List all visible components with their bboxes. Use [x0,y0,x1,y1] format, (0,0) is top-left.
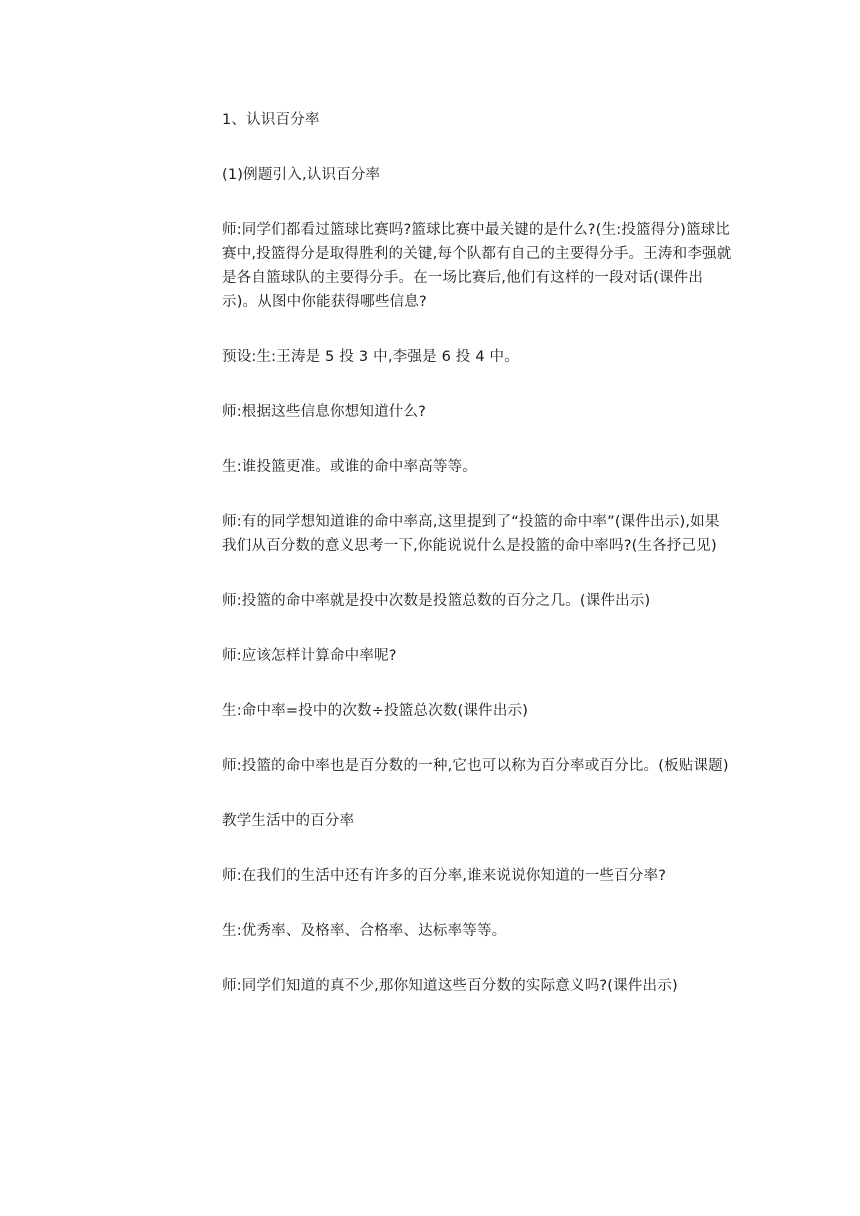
section-heading: 1、认识百分率 [222,112,320,128]
paragraph-how-to-calculate: 师:应该怎样计算命中率呢? [222,648,397,664]
paragraph-student-answer: 生:谁投篮更准。或谁的命中率高等等。 [222,459,477,475]
paragraph-percentage-type: 师:投篮的命中率也是百分数的一种,它也可以称为百分率或百分比。(板贴课题) [222,758,729,774]
paragraph-teacher-question: 师:根据这些信息你想知道什么? [222,404,427,420]
paragraph-formula: 生:命中率=投中的次数÷投篮总次数(课件出示) [222,703,529,719]
paragraph-teacher-meaning: 师:同学们知道的真不少,那你知道这些百分数的实际意义吗?(课件出示) [222,978,678,994]
subsection-heading: (1)例题引入,认识百分率 [222,167,381,183]
paragraph-definition: 师:投篮的命中率就是投中次数是投篮总数的百分之几。(课件出示) [222,593,651,609]
paragraph-teacher-life-question: 师:在我们的生活中还有许多的百分率,谁来说说你知道的一些百分率? [222,868,667,884]
subsection-life-percentages: 教学生活中的百分率 [222,813,355,829]
document-body [222,108,732,1029]
paragraph-teacher-intro: 师:同学们都看过篮球比赛吗?篮球比赛中最关键的是什么?(生:投篮得分)篮球比赛中,投篮得分是取得胜利的关键,每个队都有自己的主要得分手。王涛和李强就是各自篮球队的主要得分手。在一场比赛后,他们有这样的一段对话(课件出示)。从图中你能获得哪些信息? [222,222,732,310]
paragraph-teacher-hit-rate: 师:有的同学想知道谁的命中率高,这里提到了“投篮的命中率”(课件出示),如果我们从百分数的意义思考一下,你能说说什么是投篮的命中率吗?(生各抒己见) [222,514,720,554]
paragraph-student-rates: 生:优秀率、及格率、合格率、达标率等等。 [222,923,507,939]
paragraph-preset-answer: 预设:生:王涛是 5 投 3 中,李强是 6 投 4 中。 [222,349,519,365]
